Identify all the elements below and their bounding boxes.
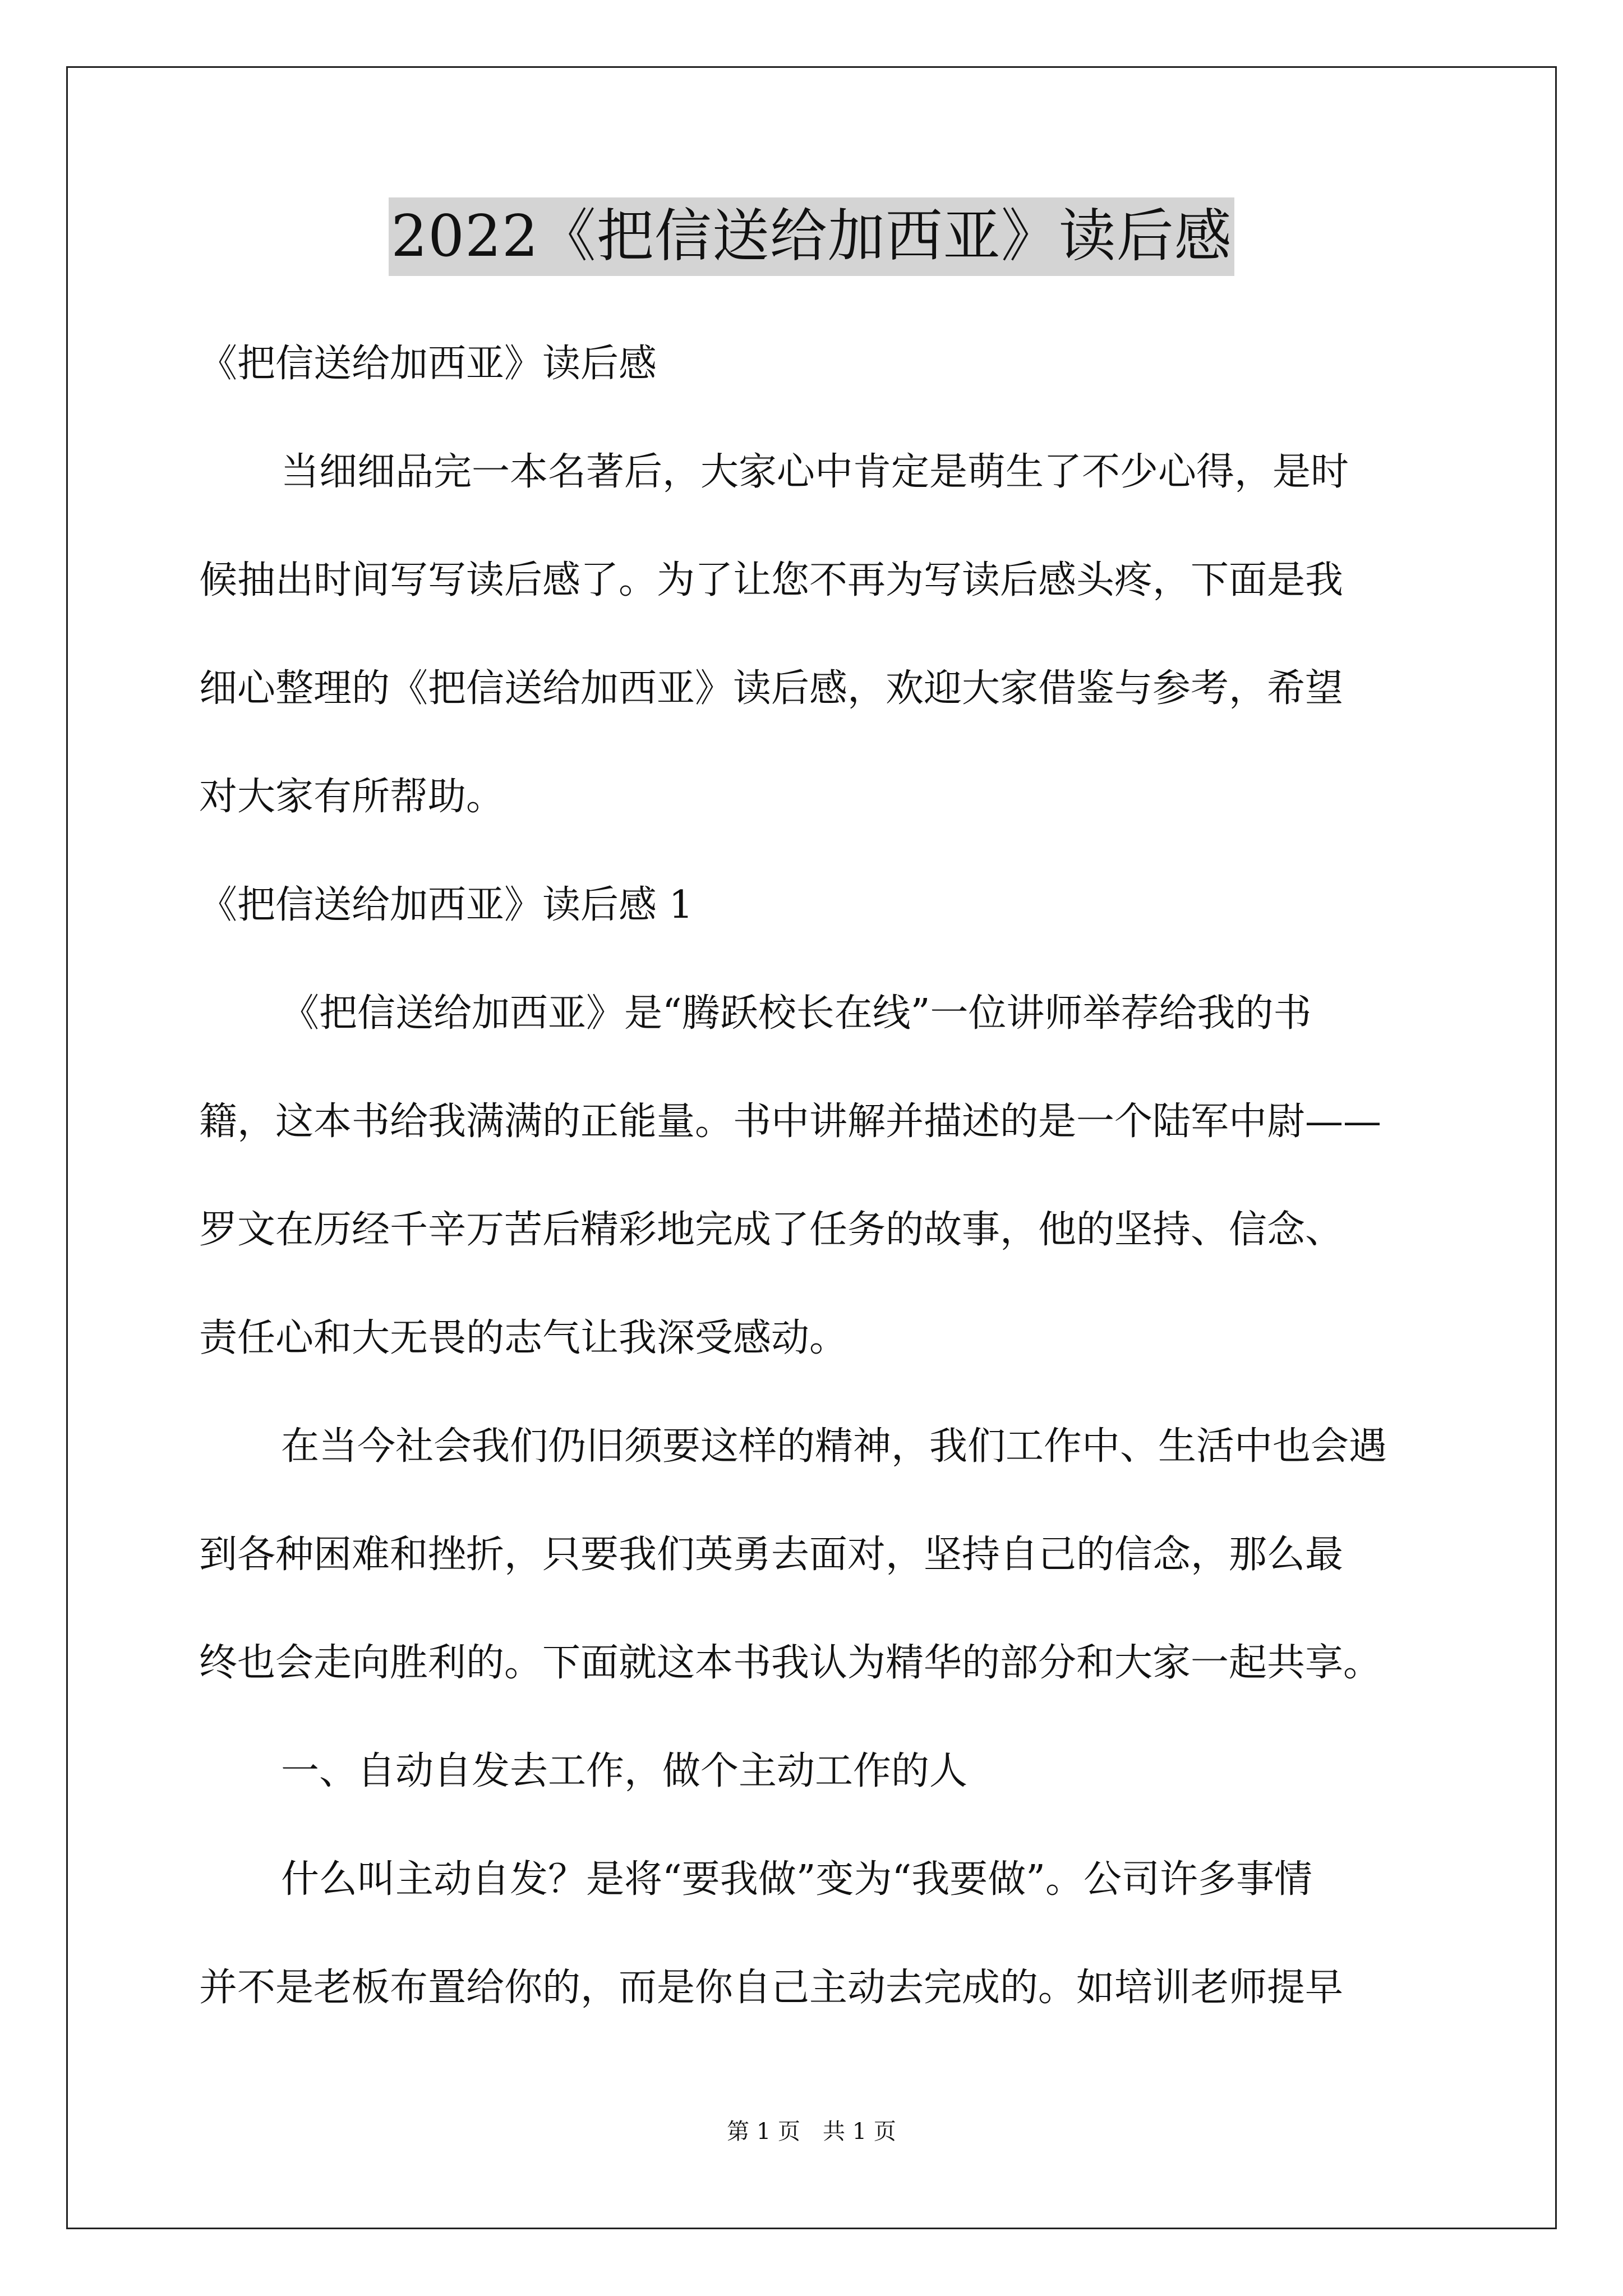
text-line: 《把信送给加西亚》是“腾跃校长在线”一位讲师举荐给我的书 (281, 991, 1312, 1036)
text-line: 对大家有所帮助。 (199, 775, 505, 819)
section-heading: 《把信送给加西亚》读后感 1 (199, 883, 693, 927)
text-line: 并不是老板布置给你的，而是你自己主动去完成的。如培训老师提早 (199, 1966, 1344, 2010)
page-footer (0, 2115, 1623, 2148)
page-number: 第 1 页 (727, 2119, 800, 2145)
document-title: 2022《把信送给加西亚》读后感 (389, 197, 1234, 276)
page-total: 共 1 页 (823, 2119, 896, 2145)
text-line: 什么叫主动自发？是将“要我做”变为“我要做”。公司许多事情 (281, 1857, 1313, 1902)
text-line: 候抽出时间写写读后感了。为了让您不再为写读后感头疼，下面是我 (199, 558, 1344, 602)
text-line: 籍，这本书给我满满的正能量。书中讲解并描述的是一个陆军中尉—— (199, 1099, 1382, 1144)
text-line: 罗文在历经千辛万苦后精彩地完成了任务的故事，他的坚持、信念、 (199, 1208, 1344, 1252)
text-line: 细心整理的《把信送给加西亚》读后感，欢迎大家借鉴与参考，希望 (199, 666, 1344, 711)
title-container (0, 197, 1623, 276)
subheading-line: 一、自动自发去工作，做个主动工作的人 (281, 1749, 968, 1793)
text-line: 当细细品完一本名著后，大家心中肯定是萌生了不少心得，是时 (281, 450, 1349, 494)
text-line: 到各种困难和挫折，只要我们英勇去面对，坚持自己的信念，那么最 (199, 1533, 1344, 1577)
text-line: 在当今社会我们仍旧须要这样的精神，我们工作中、生活中也会遇 (281, 1424, 1387, 1469)
text-line: 责任心和大无畏的志气让我深受感动。 (199, 1316, 848, 1360)
document-body (199, 310, 1433, 2042)
text-line: 终也会走向胜利的。下面就这本书我认为精华的部分和大家一起共享。 (199, 1641, 1382, 1685)
text-line: 《把信送给加西亚》读后感 (199, 342, 657, 386)
